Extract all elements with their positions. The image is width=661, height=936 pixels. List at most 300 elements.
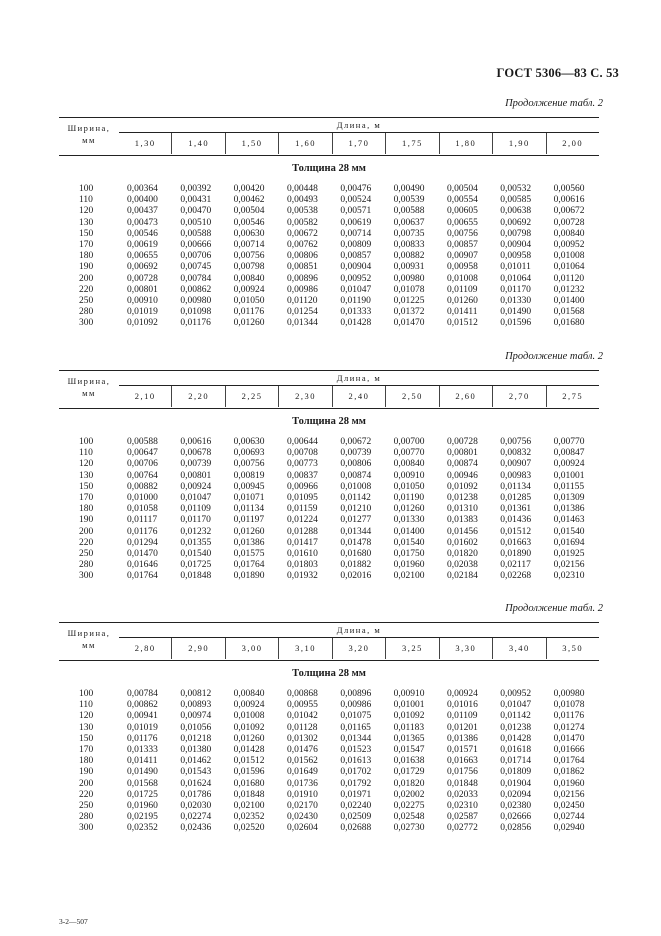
volume-cell: 0,02352: [127, 823, 158, 834]
volume-cell: 0,02310: [553, 571, 585, 582]
width-header-line: Ширина,: [67, 376, 111, 386]
length-column-header: 2,75: [546, 386, 599, 407]
volume-column: [546, 184, 599, 330]
volume-cell: 0,00784: [180, 273, 212, 284]
volume-cell: 0,01820: [446, 549, 478, 560]
volume-cell: 0,02436: [180, 823, 212, 834]
volume-cell: 0,00571: [340, 206, 372, 217]
volume-cell: 0,01462: [180, 756, 212, 767]
volume-cell: 0,01019: [127, 307, 158, 318]
volume-cell: 0,02352: [233, 812, 265, 823]
volume-cell: 0,01470: [553, 733, 585, 744]
volume-cell: 0,02940: [553, 823, 585, 834]
width-value: 120: [79, 711, 94, 722]
volume-column: [226, 689, 279, 835]
volume-cell: 0,00907: [446, 251, 478, 262]
thickness-subheading: Толщина 28 мм: [292, 416, 366, 427]
length-header: Длина, м: [119, 623, 599, 638]
volume-cell: 0,00585: [500, 195, 532, 206]
volume-cell: 0,01680: [233, 778, 265, 789]
width-value: 180: [79, 756, 94, 767]
volume-cell: 0,00931: [393, 262, 425, 273]
volume-cell: 0,01225: [393, 296, 425, 307]
volume-cell: 0,01786: [180, 789, 212, 800]
volume-cell: 0,01750: [393, 549, 425, 560]
width-value: 170: [79, 493, 94, 504]
length-column-header: 2,00: [546, 133, 599, 154]
volume-cell: 0,02038: [446, 560, 478, 571]
volume-cell: 0,00739: [180, 459, 212, 470]
volume-cell: 0,01344: [340, 733, 372, 744]
length-column-header: 3,50: [546, 638, 599, 659]
volume-cell: 0,00692: [500, 217, 532, 228]
volume-cell: 0,00678: [180, 448, 212, 459]
volume-cell: 0,01383: [446, 515, 478, 526]
volume-cell: 0,00588: [393, 206, 425, 217]
width-value: 150: [79, 733, 94, 744]
volume-cell: 0,01260: [233, 526, 265, 537]
width-value: 300: [79, 823, 94, 834]
volume-cell: 0,00666: [180, 240, 212, 251]
volume-cell: 0,00756: [233, 251, 265, 262]
volume-cell: 0,01050: [393, 481, 425, 492]
continuation-label: Продолжение табл. 2: [505, 351, 603, 362]
width-value: 130: [79, 217, 94, 228]
width-value: 100: [79, 689, 94, 699]
volume-cell: 0,02240: [340, 801, 372, 812]
length-column-header: 2,10: [134, 391, 156, 401]
volume-cell: 0,02156: [553, 560, 585, 571]
volume-cell: 0,00910: [393, 689, 425, 699]
volume-cell: 0,01109: [180, 504, 211, 515]
volume-cell: 0,02548: [393, 812, 425, 823]
volume-cell: 0,00630: [233, 228, 265, 239]
volume-cell: 0,00431: [180, 195, 212, 206]
volume-cell: 0,00882: [127, 481, 158, 492]
volume-cell: 0,00904: [340, 262, 372, 273]
volume-cell: 0,00874: [446, 459, 478, 470]
volume-cell: 0,01109: [446, 284, 478, 295]
volume-column: [119, 184, 172, 330]
width-value: 150: [79, 481, 94, 492]
volume-cell: 0,01848: [180, 571, 212, 582]
table-header: [59, 370, 599, 409]
width-value: 110: [79, 195, 93, 206]
volume-cell: 0,01512: [446, 318, 478, 329]
volume-cell: 0,01344: [286, 318, 318, 329]
volume-cell: 0,01260: [446, 296, 478, 307]
volume-cell: 0,01568: [127, 778, 158, 789]
volume-cell: 0,00762: [286, 240, 318, 251]
volume-cell: 0,01925: [553, 549, 585, 560]
volume-cell: 0,01372: [393, 307, 425, 318]
volume-cell: 0,01386: [233, 537, 265, 548]
volume-cell: 0,00588: [127, 437, 158, 447]
volume-cell: 0,01960: [127, 801, 158, 812]
volume-cell: 0,02744: [553, 812, 585, 823]
volume-cell: 0,00728: [127, 273, 158, 284]
data-table: [59, 370, 599, 583]
width-value: 280: [79, 560, 94, 571]
width-value: 200: [79, 526, 94, 537]
volume-cell: 0,01848: [233, 789, 265, 800]
thickness-subheading: Толщина 28 мм: [292, 668, 366, 679]
volume-cell: 0,01932: [286, 571, 318, 582]
width-value: 300: [79, 318, 94, 329]
volume-column: [439, 184, 492, 330]
length-column-header: 3,00: [225, 638, 278, 659]
volume-cell: 0,01365: [393, 733, 425, 744]
volume-cell: 0,01078: [553, 700, 585, 711]
volume-cell: 0,00983: [500, 470, 532, 481]
volume-cell: 0,01725: [180, 560, 212, 571]
volume-cell: 0,01075: [340, 711, 372, 722]
volume-cell: 0,00672: [553, 206, 585, 217]
volume-cell: 0,00958: [500, 251, 532, 262]
length-column-header: 3,10: [278, 638, 331, 659]
volume-cell: 0,01400: [553, 296, 585, 307]
volume-cell: 0,02100: [233, 801, 265, 812]
volume-cell: 0,01596: [500, 318, 532, 329]
volume-cell: 0,01610: [286, 549, 318, 560]
volume-cell: 0,00840: [553, 228, 585, 239]
volume-cell: 0,00924: [233, 700, 265, 711]
volume-cell: 0,01277: [340, 515, 372, 526]
volume-cell: 0,01016: [446, 700, 478, 711]
volume-cell: 0,01001: [553, 470, 585, 481]
volume-cell: 0,00756: [233, 459, 265, 470]
volume-column: [492, 689, 545, 835]
volume-cell: 0,00809: [340, 240, 372, 251]
volume-cell: 0,01159: [286, 504, 318, 515]
volume-cell: 0,01646: [127, 560, 158, 571]
volume-cell: 0,01310: [446, 504, 478, 515]
volume-cell: 0,00868: [286, 689, 318, 699]
volume-column: [172, 437, 225, 583]
volume-cell: 0,02310: [446, 801, 478, 812]
volume-cell: 0,01190: [393, 493, 425, 504]
volume-cell: 0,01714: [500, 756, 532, 767]
volume-cell: 0,00706: [180, 251, 212, 262]
volume-cell: 0,01224: [286, 515, 318, 526]
width-value: 300: [79, 571, 94, 582]
volume-cell: 0,02520: [233, 823, 265, 834]
length-header: Длина, м: [119, 118, 599, 133]
length-column-header: 2,50: [385, 386, 438, 407]
volume-cell: 0,02587: [446, 812, 478, 823]
volume-cell: 0,01470: [393, 318, 425, 329]
volume-cell: 0,02666: [500, 812, 532, 823]
volume-cell: 0,01638: [393, 756, 425, 767]
volume-cell: 0,00400: [127, 195, 158, 206]
volume-cell: 0,02274: [180, 812, 212, 823]
volume-cell: 0,00945: [233, 481, 265, 492]
volume-cell: 0,00840: [233, 689, 265, 699]
volume-cell: 0,01411: [127, 756, 158, 767]
volume-cell: 0,01120: [286, 296, 318, 307]
volume-cell: 0,02100: [393, 571, 425, 582]
volume-cell: 0,00801: [446, 448, 478, 459]
volume-cell: 0,01109: [446, 711, 478, 722]
continuation-label: Продолжение табл. 2: [505, 603, 603, 614]
width-value: 280: [79, 812, 94, 823]
volume-cell: 0,01463: [553, 515, 585, 526]
page-header: ГОСТ 5306—83 С. 53: [496, 66, 619, 80]
volume-cell: 0,00708: [286, 448, 318, 459]
volume-cell: 0,00476: [340, 184, 372, 194]
width-value: 220: [79, 284, 94, 295]
volume-cell: 0,01624: [180, 778, 212, 789]
length-column-header: 1,50: [225, 133, 278, 154]
volume-cell: 0,01155: [553, 481, 585, 492]
volume-cell: 0,01547: [393, 745, 425, 756]
volume-cell: 0,01008: [553, 251, 585, 262]
volume-cell: 0,00420: [233, 184, 265, 194]
length-column-header: 3,40: [492, 638, 545, 659]
volume-cell: 0,01764: [233, 560, 265, 571]
volume-cell: 0,00798: [233, 262, 265, 273]
width-value: 190: [79, 262, 94, 273]
volume-cell: 0,01361: [500, 504, 532, 515]
volume-cell: 0,01649: [286, 767, 318, 778]
volume-cell: 0,01803: [286, 560, 318, 571]
volume-cell: 0,02117: [500, 560, 531, 571]
volume-cell: 0,01260: [393, 504, 425, 515]
volume-column: [119, 689, 172, 835]
width-value: 150: [79, 228, 94, 239]
volume-cell: 0,01047: [500, 700, 532, 711]
length-column-header: 1,90: [492, 133, 545, 154]
volume-cell: 0,00882: [393, 251, 425, 262]
volume-cell: 0,01260: [233, 318, 265, 329]
volume-cell: 0,00833: [393, 240, 425, 251]
volume-cell: 0,01386: [446, 733, 478, 744]
width-values-column: [59, 184, 119, 330]
width-value: 120: [79, 206, 94, 217]
volume-cell: 0,00862: [180, 284, 212, 295]
volume-cell: 0,01238: [446, 493, 478, 504]
volume-cell: 0,01170: [180, 515, 211, 526]
volume-cell: 0,01000: [127, 493, 158, 504]
volume-cell: 0,00946: [446, 470, 478, 481]
volume-cell: 0,00974: [180, 711, 212, 722]
volume-cell: 0,00437: [127, 206, 158, 217]
volume-cell: 0,01134: [500, 481, 531, 492]
volume-cell: 0,00756: [500, 437, 532, 447]
volume-cell: 0,01064: [553, 262, 585, 273]
volume-cell: 0,01176: [127, 733, 158, 744]
volume-cell: 0,00647: [127, 448, 158, 459]
volume-column: [119, 437, 172, 583]
volume-cell: 0,01575: [233, 549, 265, 560]
width-value: 250: [79, 801, 94, 812]
volume-cell: 0,00986: [286, 284, 318, 295]
volume-column: [279, 689, 332, 835]
width-value: 220: [79, 537, 94, 548]
volume-cell: 0,00735: [393, 228, 425, 239]
volume-cell: 0,01142: [340, 493, 371, 504]
volume-cell: 0,02856: [500, 823, 532, 834]
volume-cell: 0,01848: [446, 778, 478, 789]
volume-cell: 0,00941: [127, 711, 158, 722]
width-value: 200: [79, 778, 94, 789]
volume-cell: 0,01476: [286, 745, 318, 756]
volume-cell: 0,01274: [553, 722, 585, 733]
volume-cell: 0,00910: [393, 470, 425, 481]
volume-column: [386, 184, 439, 330]
volume-cell: 0,01680: [553, 318, 585, 329]
volume-cell: 0,01333: [340, 307, 372, 318]
width-value: 250: [79, 549, 94, 560]
volume-cell: 0,00588: [180, 228, 212, 239]
volume-column: [492, 437, 545, 583]
volume-cell: 0,01008: [446, 273, 478, 284]
volume-cell: 0,01523: [340, 745, 372, 756]
volume-cell: 0,00582: [286, 217, 318, 228]
volume-cell: 0,01218: [180, 733, 212, 744]
volume-cell: 0,00539: [393, 195, 425, 206]
volume-cell: 0,00980: [180, 296, 212, 307]
volume-cell: 0,00745: [180, 262, 212, 273]
volume-cell: 0,01694: [553, 537, 585, 548]
width-value: 250: [79, 296, 94, 307]
volume-cell: 0,00980: [553, 689, 585, 699]
volume-cell: 0,01050: [233, 296, 265, 307]
volume-cell: 0,00714: [340, 228, 372, 239]
volume-cell: 0,00904: [500, 240, 532, 251]
volume-cell: 0,01309: [553, 493, 585, 504]
volume-cell: 0,00560: [553, 184, 585, 194]
volume-cell: 0,01960: [553, 778, 585, 789]
length-column-header: 2,25: [225, 386, 278, 407]
volume-cell: 0,01176: [233, 307, 265, 318]
volume-column: [546, 689, 599, 835]
volume-cell: 0,00857: [340, 251, 372, 262]
volume-cell: 0,00907: [500, 459, 532, 470]
volume-cell: 0,00470: [180, 206, 212, 217]
volume-column: [332, 689, 385, 835]
width-value: 180: [79, 251, 94, 262]
volume-cell: 0,01729: [393, 767, 425, 778]
volume-cell: 0,00700: [393, 437, 425, 447]
volume-cell: 0,01663: [500, 537, 532, 548]
volume-column: [226, 437, 279, 583]
volume-cell: 0,00874: [340, 470, 372, 481]
volume-cell: 0,01478: [340, 537, 372, 548]
volume-cell: 0,01008: [340, 481, 372, 492]
volume-cell: 0,00493: [286, 195, 318, 206]
volume-cell: 0,01294: [127, 537, 158, 548]
volume-cell: 0,01176: [553, 711, 585, 722]
volume-cell: 0,00672: [340, 437, 372, 447]
volume-cell: 0,01170: [500, 284, 531, 295]
width-header-line: Ширина,: [67, 123, 111, 133]
width-value: 170: [79, 240, 94, 251]
volume-column: [386, 689, 439, 835]
length-header: Длина, м: [119, 371, 599, 386]
volume-column: [439, 689, 492, 835]
volume-cell: 0,01904: [500, 778, 532, 789]
volume-cell: 0,01756: [446, 767, 478, 778]
volume-cell: 0,02033: [446, 789, 478, 800]
volume-cell: 0,02094: [500, 789, 532, 800]
volume-cell: 0,00857: [446, 240, 478, 251]
length-column-header: 2,70: [492, 386, 545, 407]
volume-cell: 0,00924: [446, 689, 478, 699]
volume-cell: 0,01736: [286, 778, 318, 789]
volume-cell: 0,00784: [127, 689, 158, 699]
volume-cell: 0,00655: [127, 251, 158, 262]
volume-cell: 0,00462: [233, 195, 265, 206]
volume-cell: 0,01890: [233, 571, 265, 582]
length-column-header: 1,40: [171, 133, 224, 154]
length-column-header: 2,20: [171, 386, 224, 407]
volume-cell: 0,01428: [340, 318, 372, 329]
volume-cell: 0,01254: [286, 307, 318, 318]
volume-cell: 0,01238: [500, 722, 532, 733]
volume-cell: 0,01792: [340, 778, 372, 789]
width-column-header: [59, 118, 119, 155]
volume-cell: 0,01042: [286, 711, 318, 722]
length-column-header: 1,30: [134, 138, 156, 148]
width-value: 100: [79, 437, 94, 447]
volume-cell: 0,01344: [340, 526, 372, 537]
volume-cell: 0,01134: [233, 504, 265, 515]
volume-cell: 0,01197: [233, 515, 265, 526]
volume-cell: 0,00819: [233, 470, 265, 481]
volume-cell: 0,01540: [553, 526, 585, 537]
volume-cell: 0,01047: [340, 284, 372, 295]
volume-cell: 0,00862: [127, 700, 158, 711]
volume-cell: 0,01330: [500, 296, 532, 307]
volume-cell: 0,01128: [286, 722, 318, 733]
volume-cell: 0,01092: [233, 722, 265, 733]
volume-cell: 0,00840: [233, 273, 265, 284]
length-column-header: 2,90: [171, 638, 224, 659]
volume-cell: 0,01618: [500, 745, 532, 756]
width-header-line: Ширина,: [67, 628, 111, 638]
volume-cell: 0,01183: [393, 722, 425, 733]
volume-cell: 0,00837: [286, 470, 318, 481]
length-column-header: 2,80: [134, 643, 156, 653]
volume-cell: 0,00952: [553, 240, 585, 251]
volume-cell: 0,01971: [340, 789, 372, 800]
volume-cell: 0,00638: [500, 206, 532, 217]
volume-cell: 0,01512: [500, 526, 532, 537]
volume-cell: 0,00812: [180, 689, 212, 699]
length-column-header: 1,60: [278, 133, 331, 154]
volume-cell: 0,00910: [127, 296, 158, 307]
volume-cell: 0,01333: [127, 745, 158, 756]
volume-cell: 0,00806: [340, 459, 372, 470]
volume-cell: 0,02016: [340, 571, 372, 582]
width-value: 120: [79, 459, 94, 470]
width-header-line: мм: [82, 388, 96, 398]
volume-cell: 0,01764: [127, 571, 158, 582]
volume-column: [546, 437, 599, 583]
volume-cell: 0,02030: [180, 801, 212, 812]
volume-column: [172, 689, 225, 835]
volume-cell: 0,00616: [553, 195, 585, 206]
volume-cell: 0,01285: [500, 493, 532, 504]
volume-cell: 0,00630: [233, 437, 265, 447]
volume-cell: 0,01058: [127, 504, 158, 515]
width-header-line: мм: [82, 640, 96, 650]
volume-cell: 0,01019: [127, 722, 158, 733]
volume-cell: 0,01862: [553, 767, 585, 778]
volume-cell: 0,01380: [180, 745, 212, 756]
volume-cell: 0,01078: [393, 284, 425, 295]
